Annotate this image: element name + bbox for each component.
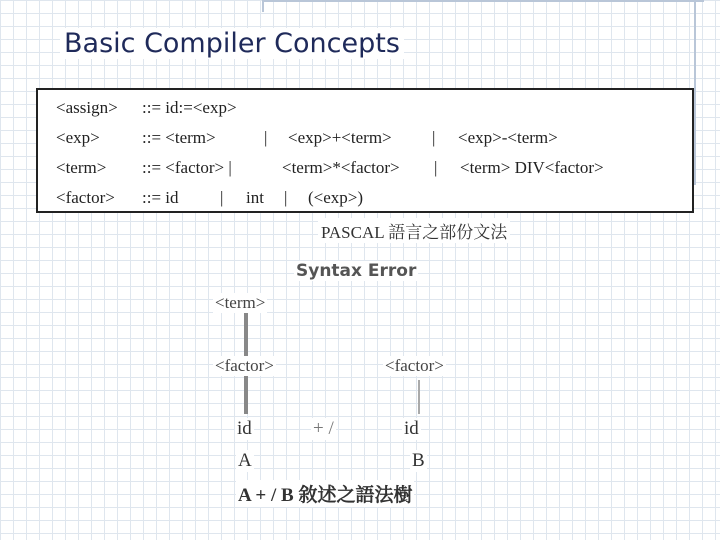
grammar-rhs-part: ::= id — [142, 188, 179, 207]
grammar-row-exp — [56, 128, 558, 152]
decorative-frame-top — [262, 0, 704, 12]
grammar-rhs-part: <exp>+<term> — [288, 128, 392, 147]
decorative-frame-right — [694, 0, 696, 185]
grammar-rhs-part: <exp>-<term> — [458, 128, 558, 147]
tree-node-term: <term> — [215, 293, 266, 312]
grammar-rhs-part: ::= <factor> | — [142, 158, 232, 177]
grammar-rhs-part: | — [434, 158, 438, 177]
grammar-row-factor — [56, 188, 364, 212]
tree-caption: A + / B 敘述之語法樹 — [236, 480, 414, 507]
grammar-rhs-part: int — [246, 188, 264, 207]
grammar-rhs-part: | — [284, 188, 288, 207]
grammar-lhs: <exp> — [56, 128, 100, 147]
grammar-rhs-part: <term>*<factor> — [282, 158, 400, 177]
grammar-rhs-part: (<exp>) — [308, 188, 364, 207]
grammar-lhs: <term> — [56, 158, 107, 177]
grammar-row-term — [56, 158, 604, 182]
tree-value-b: B — [412, 450, 425, 471]
grammar-lhs: <assign> — [56, 98, 118, 117]
grammar-rhs-part: ::= id:=<exp> — [142, 98, 237, 117]
grammar-rhs-part: | — [220, 188, 224, 207]
tree-token-id-right: id — [404, 418, 419, 439]
slide-title: Basic Compiler Concepts — [60, 28, 404, 59]
syntax-error-heading: Syntax Error — [296, 261, 417, 281]
grammar-caption: PASCAL 語言之部份文法 — [318, 218, 510, 243]
grammar-rhs-part: <term> DIV<factor> — [460, 158, 604, 177]
tree-node-factor-left: <factor> — [215, 356, 274, 375]
grammar-lhs: <factor> — [56, 188, 115, 207]
tree-token-id-left: id — [237, 418, 252, 439]
grammar-rhs-part: | — [432, 128, 436, 147]
tree-edge-right — [418, 380, 420, 414]
tree-value-a: A — [238, 450, 252, 471]
grammar-rhs-part: | — [264, 128, 268, 147]
tree-token-operator: + / — [313, 418, 334, 439]
grammar-row-assign — [56, 98, 237, 122]
tree-node-factor-right: <factor> — [385, 356, 444, 375]
grammar-box — [36, 88, 694, 213]
grammar-rhs-part: ::= <term> — [142, 128, 216, 147]
